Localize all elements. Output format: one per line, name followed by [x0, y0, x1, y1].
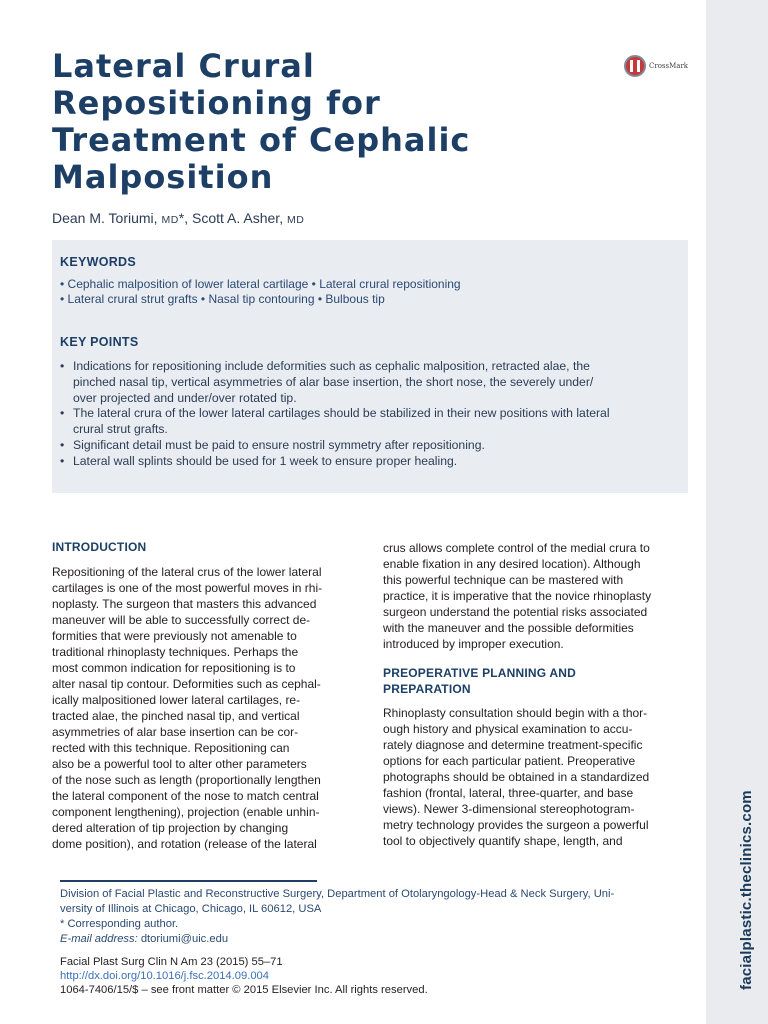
text-line: maneuver will be able to successfully correct de- — [52, 613, 311, 627]
text-line: rately diagnose and determine treatment-specific — [383, 738, 643, 752]
key-point-item — [60, 454, 680, 470]
key-point-line: • Significant detail must be paid to ensure nostril symmetry after repositioning. — [73, 437, 485, 452]
email-address[interactable]: dtoriumi@uic.edu — [137, 933, 229, 945]
text-line: metry technology provides the surgeon a powerful — [383, 818, 649, 832]
keywords-heading: KEYWORDS — [60, 255, 137, 269]
email-line — [60, 932, 228, 947]
email-label: E-mail address: — [60, 933, 138, 945]
keywords-line: • Lateral crural strut grafts • Nasal tip contouring • Bulbous tip — [60, 292, 385, 306]
article-title — [52, 48, 612, 196]
text-line: crus allows complete control of the medial crura to — [383, 541, 650, 555]
text-line: formities that were previously not amenable to — [52, 629, 297, 643]
heading-line: PREOPERATIVE PLANNING AND — [383, 666, 577, 680]
key-point-item — [60, 359, 680, 406]
doi-link[interactable]: http://dx.doi.org/10.1016/j.fsc.2014.09.004 — [60, 970, 269, 982]
text-line: surgeon understand the potential risks associated — [383, 605, 648, 619]
text-line: ically malpositioned lower lateral cartilages, re- — [52, 693, 301, 707]
text-line: of the nose such as length (proportionally lengthen — [52, 773, 321, 787]
text-line: Repositioning of the lateral crus of the lower lateral — [52, 565, 322, 579]
crossmark-icon — [624, 55, 646, 77]
introduction-continued-text — [383, 540, 686, 652]
text-line: enable fixation in any desired location). Although — [383, 557, 641, 571]
affiliation-line: Division of Facial Plastic and Reconstructive Surgery, Department of Otolaryngology-Head & Neck Surgery, Uni- — [60, 888, 615, 900]
preoperative-text — [383, 705, 686, 849]
text-line: rected with this technique. Repositioning can — [52, 741, 290, 755]
author-degree: MD — [161, 214, 179, 226]
journal-url[interactable]: facialplastic.theclinics.com — [738, 790, 755, 990]
author-line — [52, 210, 304, 226]
text-line: also be a powerful tool to alter other parameters — [52, 757, 307, 771]
text-line: ough history and physical examination to accu- — [383, 722, 633, 736]
text-line: views). Newer 3-dimensional stereophotogram- — [383, 802, 635, 816]
introduction-text — [52, 564, 354, 852]
key-point-item — [60, 438, 680, 454]
key-point-line: • The lateral crura of the lower lateral cartilages should be stabilized in their new positions with lateral — [73, 406, 610, 421]
title-line: Malposition — [52, 158, 274, 196]
text-line: component lengthening), projection (enable unhin- — [52, 805, 320, 819]
heading-line: PREPARATION — [383, 682, 471, 696]
key-points-heading: KEY POINTS — [60, 335, 139, 349]
text-line: fashion (frontal, lateral, three-quarter, and base — [383, 786, 634, 800]
text-line: photographs should be obtained in a standardized — [383, 770, 650, 784]
preoperative-heading — [383, 665, 576, 697]
key-point-line: • Indications for repositioning include deformities such as cephalic malposition, retracted alae, the — [73, 359, 590, 373]
keywords-line: • Cephalic malposition of lower lateral cartilage • Lateral crural repositioning — [60, 277, 461, 291]
side-strip — [706, 0, 768, 1024]
text-line: alter nasal tip contour. Deformities such as cephal- — [52, 677, 321, 691]
text-line: practice, it is imperative that the novice rhinoplasty — [383, 589, 652, 603]
author-degree: MD — [286, 214, 305, 226]
text-line: introduced by improper execution. — [383, 637, 564, 651]
text-line: asymmetries of alar base insertion can be cor- — [52, 725, 299, 739]
author-name: Dean M. Toriumi, — [52, 210, 162, 226]
key-point-item — [60, 406, 680, 438]
title-line: Lateral Crural — [52, 47, 315, 85]
introduction-heading: INTRODUCTION — [52, 540, 147, 554]
text-line: options for each particular patient. Preoperative — [383, 754, 636, 768]
text-line: with the maneuver and the possible deformities — [383, 621, 634, 635]
key-points-list — [60, 359, 680, 470]
text-line: this powerful technique can be mastered with — [383, 573, 624, 587]
corresponding-mark: *, — [178, 210, 193, 226]
text-line: most common indication for repositioning is to — [52, 661, 296, 675]
text-line: traditional rhinoplasty techniques. Perhaps the — [52, 645, 299, 659]
text-line: dered alteration of tip projection by changing — [52, 821, 289, 835]
text-line: the lateral component of the nose to match central — [52, 789, 319, 803]
title-line: Repositioning for — [52, 84, 381, 122]
crossmark-label: CrossMark — [649, 62, 689, 70]
footnote-rule — [60, 880, 317, 882]
text-line: tool to objectively quantify shape, length, and — [383, 834, 623, 848]
affiliation-line: versity of Illinois at Chicago, Chicago, IL 60612, USA — [60, 903, 322, 915]
title-line: Treatment of Cephalic — [52, 121, 471, 159]
text-line: tracted alae, the pinched nasal tip, and vertical — [52, 709, 300, 723]
text-line: noplasty. The surgeon that masters this advanced — [52, 597, 317, 611]
copyright-line: 1064-7406/15/$ – see front matter © 2015 Elsevier Inc. All rights reserved. — [60, 984, 428, 996]
key-point-line: • Lateral wall splints should be used for 1 week to ensure proper healing. — [73, 453, 458, 468]
text-line: Rhinoplasty consultation should begin with a thor- — [383, 706, 648, 720]
text-line: dome position), and rotation (release of the lateral — [52, 837, 317, 851]
key-point-line: pinched nasal tip, vertical asymmetries of alar base insertion, the short nose, the severely under/ — [73, 374, 594, 389]
key-point-line: crural strut grafts. — [73, 422, 168, 437]
corresponding-author: * Corresponding author. — [60, 918, 179, 930]
crossmark-badge[interactable] — [624, 55, 688, 77]
author-name: Scott A. Asher, — [192, 210, 287, 226]
key-point-line: over projected and under/over rotated tip. — [73, 390, 297, 405]
text-line: cartilages is one of the most powerful moves in rhi- — [52, 581, 323, 595]
journal-citation: Facial Plast Surg Clin N Am 23 (2015) 55–71 — [60, 956, 283, 968]
